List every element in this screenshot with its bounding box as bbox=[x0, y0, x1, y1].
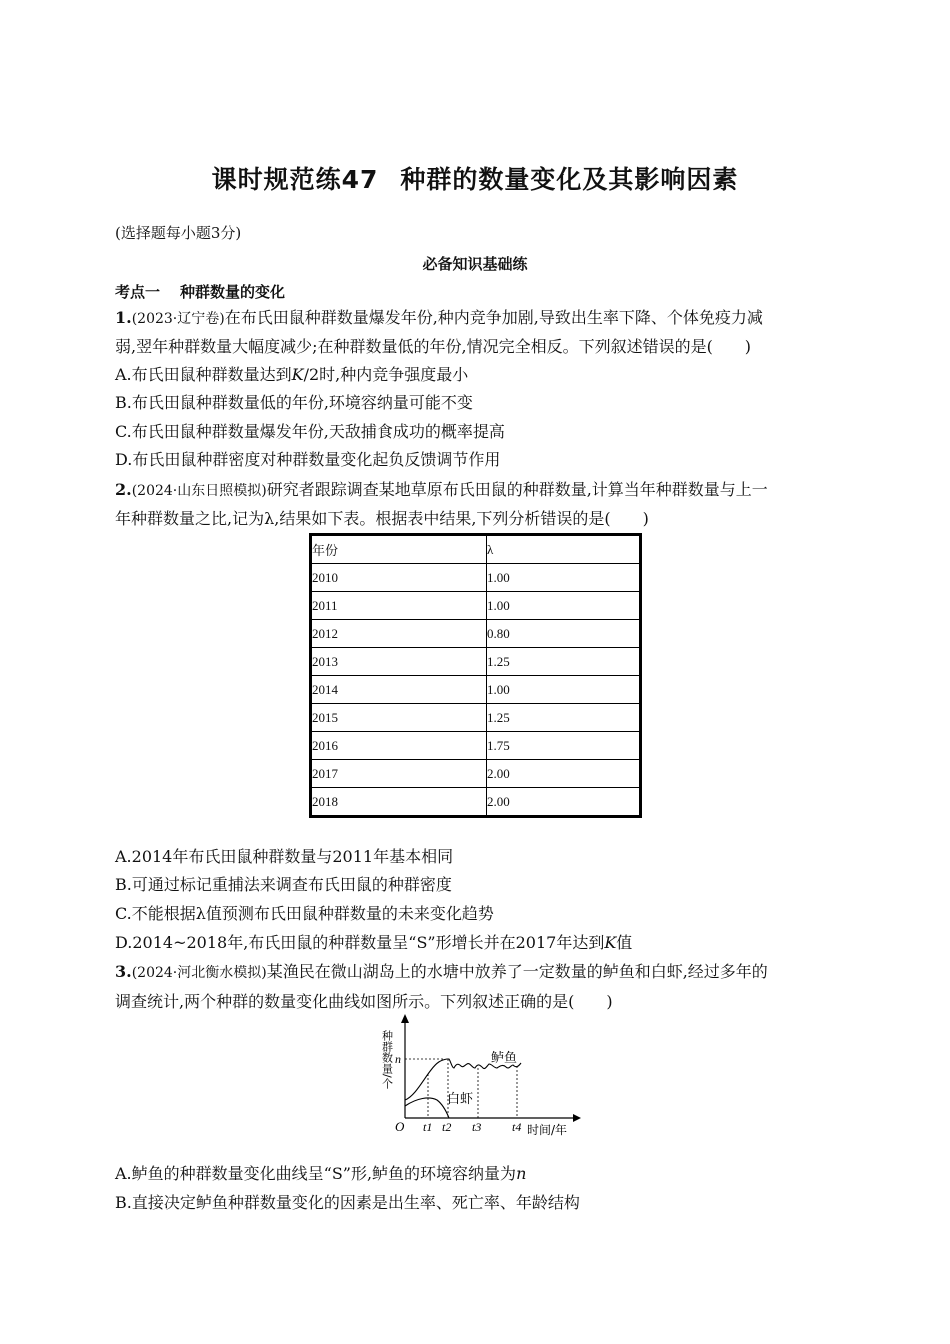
table-cell-year: 2015 bbox=[311, 704, 487, 732]
y-axis-arrow bbox=[401, 1014, 409, 1023]
table-row bbox=[311, 620, 641, 648]
t2-label: t2 bbox=[442, 1120, 452, 1134]
q3-stem-text1: 某渔民在微山湖岛上的水塘中放养了一定数量的鲈鱼和白虾,经过多年的 bbox=[266, 962, 768, 981]
q2-option-d-text: D.2014~2018年,布氏田鼠的种群数量呈“S”形增长并在2017年达到 bbox=[115, 933, 605, 952]
table-header-row bbox=[311, 535, 641, 564]
t3-label: t3 bbox=[472, 1120, 482, 1134]
table-cell-lambda: 1.25 bbox=[487, 704, 641, 732]
kaodian-label: 考点一 bbox=[115, 283, 161, 301]
q1-option-b: B.布氏田鼠种群数量低的年份,环境容纳量可能不变 bbox=[115, 393, 473, 412]
q1-option-a-text: A.布氏田鼠种群数量达到 bbox=[115, 365, 292, 384]
table-cell-year: 2012 bbox=[311, 620, 487, 648]
x-axis-label: 时间/年 bbox=[527, 1123, 568, 1137]
q3-option-a-n: n bbox=[516, 1164, 527, 1183]
table-cell-year: 2017 bbox=[311, 760, 487, 788]
shrimp-curve bbox=[405, 1098, 449, 1118]
table-row bbox=[311, 676, 641, 704]
q2-stem-text1: 研究者跟踪调查某地草原布氏田鼠的种群数量,计算当年种群数量与上一 bbox=[266, 480, 768, 499]
population-curve-figure bbox=[375, 1010, 585, 1140]
q1-stem-line2: 弱,翌年种群数量大幅度减少;在种群数量低的年份,情况完全相反。下列叙述错误的是( ) bbox=[115, 337, 752, 356]
q3-option-b: B.直接决定鲈鱼种群数量变化的因素是出生率、死亡率、年龄结构 bbox=[115, 1193, 580, 1212]
table-row bbox=[311, 760, 641, 788]
q3-stem-line2: 调查统计,两个种群的数量变化曲线如图所示。下列叙述正确的是( ) bbox=[115, 992, 613, 1011]
table-cell-lambda: 1.75 bbox=[487, 732, 641, 760]
table-row bbox=[311, 704, 641, 732]
bass-label: 鲈鱼 bbox=[491, 1051, 518, 1066]
table-row bbox=[311, 788, 641, 817]
title-number: 课时规范练47 bbox=[211, 165, 379, 194]
lambda-table bbox=[309, 533, 642, 818]
kaodian-text: 种群数量的变化 bbox=[180, 283, 286, 301]
q2-option-d-k: K bbox=[604, 933, 617, 952]
q2-source: (2024·山东日照模拟) bbox=[131, 483, 267, 499]
table-cell-lambda: 1.25 bbox=[487, 648, 641, 676]
q3-option-a-text: A.鲈鱼的种群数量变化曲线呈“S”形,鲈鱼的环境容纳量为 bbox=[115, 1164, 517, 1183]
q1-stem-text1: 在布氏田鼠种群数量爆发年份,种内竞争加剧,导致出生率下降、个体免疫力减 bbox=[224, 308, 763, 327]
q3-source: (2024·河北衡水模拟) bbox=[131, 965, 267, 981]
title-topic: 种群的数量变化及其影响因素 bbox=[400, 165, 739, 194]
table-cell-year: 2011 bbox=[311, 592, 487, 620]
q2-option-d-tail: 值 bbox=[616, 933, 633, 952]
y-axis-label: 种群数量/个 bbox=[380, 1030, 394, 1089]
score-note: (选择题每小题3分) bbox=[115, 224, 242, 242]
table-cell-year: 2018 bbox=[311, 788, 487, 817]
table-cell-lambda: 2.00 bbox=[487, 788, 641, 817]
table-cell-year: 2010 bbox=[311, 564, 487, 592]
q1-number: 1. bbox=[115, 308, 132, 327]
table-row bbox=[311, 732, 641, 760]
q2-option-a: A.2014年布氏田鼠种群数量与2011年基本相同 bbox=[115, 847, 454, 866]
table-cell-lambda: 0.80 bbox=[487, 620, 641, 648]
table-row bbox=[311, 592, 641, 620]
q1-option-a-k: K bbox=[291, 365, 304, 384]
n-label: n bbox=[395, 1052, 401, 1066]
table-header-lambda: λ bbox=[487, 535, 641, 564]
shrimp-label: 白虾 bbox=[447, 1092, 474, 1107]
table-header-year: 年份 bbox=[311, 535, 487, 564]
q3-number: 3. bbox=[115, 962, 132, 981]
q2-stem-line1 bbox=[115, 479, 845, 502]
q1-option-a-tail: /2时,种内竞争强度最小 bbox=[303, 365, 469, 384]
table-row bbox=[311, 564, 641, 592]
table-cell-year: 2013 bbox=[311, 648, 487, 676]
q3-option-a bbox=[115, 1163, 845, 1185]
table-cell-lambda: 1.00 bbox=[487, 592, 641, 620]
q1-option-d: D.布氏田鼠种群密度对种群数量变化起负反馈调节作用 bbox=[115, 450, 501, 469]
table-cell-year: 2016 bbox=[311, 732, 487, 760]
q3-stem-line1 bbox=[115, 961, 845, 984]
page-title bbox=[0, 160, 950, 196]
table-cell-lambda: 1.00 bbox=[487, 564, 641, 592]
q1-source: (2023·辽宁卷) bbox=[131, 311, 225, 327]
table-cell-lambda: 2.00 bbox=[487, 760, 641, 788]
t4-label: t4 bbox=[512, 1120, 522, 1134]
q1-option-a bbox=[115, 364, 845, 386]
q1-option-c: C.布氏田鼠种群数量爆发年份,天敌捕食成功的概率提高 bbox=[115, 422, 505, 441]
q2-option-c: C.不能根据λ值预测布氏田鼠种群数量的未来变化趋势 bbox=[115, 904, 494, 923]
x-axis-arrow bbox=[573, 1114, 581, 1122]
q2-option-b: B.可通过标记重捕法来调查布氏田鼠的种群密度 bbox=[115, 875, 452, 894]
table-cell-year: 2014 bbox=[311, 676, 487, 704]
q1-stem-line1 bbox=[115, 307, 845, 330]
origin-label: O bbox=[395, 1119, 405, 1134]
q2-option-d bbox=[115, 932, 845, 954]
section-title: 必备知识基础练 bbox=[422, 255, 528, 273]
table-row bbox=[311, 648, 641, 676]
table-cell-lambda: 1.00 bbox=[487, 676, 641, 704]
kaodian-heading bbox=[115, 281, 285, 302]
q2-stem-line2: 年种群数量之比,记为λ,结果如下表。根据表中结果,下列分析错误的是( ) bbox=[115, 509, 649, 528]
q2-number: 2. bbox=[115, 480, 132, 499]
t1-label: t1 bbox=[423, 1120, 433, 1134]
